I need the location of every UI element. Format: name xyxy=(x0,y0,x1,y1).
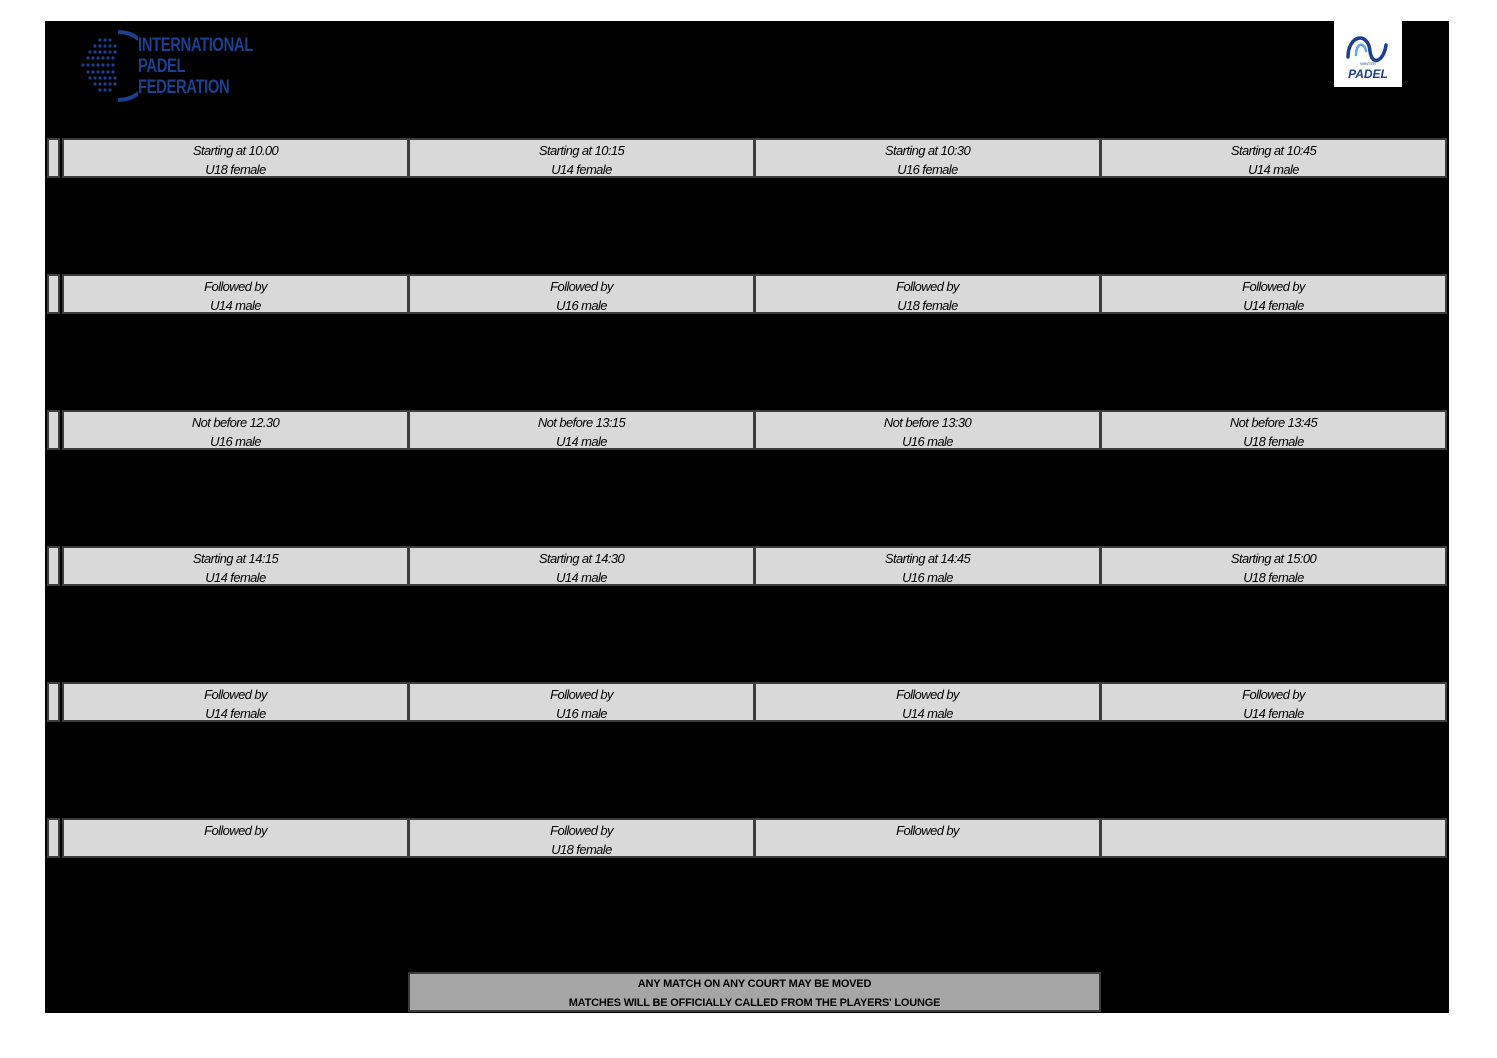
slot-category xyxy=(756,840,1099,859)
slot-time: Starting at 10:15 xyxy=(538,143,625,158)
slot-time: Followed by xyxy=(550,823,613,838)
slot-time: Starting at 14:15 xyxy=(192,551,279,566)
slot-category: U16 male xyxy=(902,434,953,449)
schedule-slot xyxy=(1100,546,1447,586)
ipf-wordmark-line: INTERNATIONAL xyxy=(138,35,253,56)
row-marker xyxy=(47,274,60,314)
schedule-slot xyxy=(754,818,1101,858)
schedule-slot xyxy=(62,546,409,586)
slot-category: U18 female xyxy=(897,298,958,313)
schedule-row xyxy=(47,682,1447,722)
slot-time xyxy=(1102,821,1445,840)
padel-logo-text: PADEL xyxy=(1348,67,1388,81)
notice-box xyxy=(408,972,1101,1012)
schedule-slot xyxy=(1100,410,1447,450)
slot-category: U14 female xyxy=(205,706,266,721)
schedule-row xyxy=(47,546,1447,586)
slot-category: U14 male xyxy=(210,298,261,313)
slot-category: U14 female xyxy=(1243,298,1304,313)
schedule-slot xyxy=(408,274,755,314)
notice-line: ANY MATCH ON ANY COURT MAY BE MOVED xyxy=(637,978,872,990)
slot-category: U16 male xyxy=(556,298,607,313)
slot-time: Followed by xyxy=(896,687,959,702)
schedule-slot xyxy=(62,682,409,722)
schedule-slot xyxy=(1100,274,1447,314)
schedule-slot xyxy=(754,138,1101,178)
slot-category: U14 female xyxy=(551,162,612,177)
slot-category xyxy=(64,840,407,859)
slot-time: Followed by xyxy=(896,823,959,838)
slot-time: Starting at 10.00 xyxy=(192,143,279,158)
notice-line: MATCHES WILL BE OFFICIALLY CALLED FROM THE PLAYERS' LOUNGE xyxy=(568,997,941,1009)
schedule-slot xyxy=(408,410,755,450)
slot-time: Starting at 14:30 xyxy=(538,551,625,566)
slot-time: Starting at 10:30 xyxy=(884,143,971,158)
row-marker xyxy=(47,546,60,586)
slot-time: Followed by xyxy=(550,279,613,294)
ipf-logo xyxy=(78,28,268,104)
row-marker xyxy=(47,682,60,722)
schedule-slot xyxy=(754,410,1101,450)
slot-category: U18 female xyxy=(205,162,266,177)
schedule-row xyxy=(47,410,1447,450)
slot-time: Starting at 15:00 xyxy=(1230,551,1317,566)
slot-time: Followed by xyxy=(896,279,959,294)
schedule-slot xyxy=(754,274,1101,314)
padel-logo xyxy=(1334,21,1402,87)
slot-category: U18 female xyxy=(1243,434,1304,449)
slot-time: Starting at 14:45 xyxy=(884,551,971,566)
schedule-slot xyxy=(62,138,409,178)
row-marker xyxy=(47,410,60,450)
ipf-globe-icon xyxy=(78,28,138,104)
slot-time: Followed by xyxy=(550,687,613,702)
schedule-slot xyxy=(408,138,755,178)
slot-time: Followed by xyxy=(1242,687,1305,702)
schedule-row xyxy=(47,138,1447,178)
slot-category: U18 female xyxy=(551,842,612,857)
slot-time: Not before 12.30 xyxy=(191,415,280,430)
slot-category: U14 male xyxy=(556,570,607,585)
slot-time: Followed by xyxy=(1242,279,1305,294)
slot-category: U14 male xyxy=(556,434,607,449)
slot-time: Followed by xyxy=(204,279,267,294)
slot-category: U14 male xyxy=(902,706,953,721)
schedule-row xyxy=(47,274,1447,314)
slot-category: U16 male xyxy=(210,434,261,449)
slot-category xyxy=(1102,840,1445,859)
slot-time: Starting at 10:45 xyxy=(1230,143,1317,158)
schedule-slot xyxy=(408,682,755,722)
schedule-slot xyxy=(62,410,409,450)
slot-category: U14 male xyxy=(1248,162,1299,177)
row-marker xyxy=(47,818,60,858)
padel-wave-icon xyxy=(1334,21,1402,87)
schedule-slot xyxy=(62,818,409,858)
schedule-slot xyxy=(1100,138,1447,178)
slot-time: Not before 13:30 xyxy=(883,415,972,430)
schedule-slot xyxy=(62,274,409,314)
slot-category: U16 male xyxy=(556,706,607,721)
slot-category: U14 female xyxy=(205,570,266,585)
slot-time: Followed by xyxy=(204,687,267,702)
ipf-wordmark xyxy=(138,35,253,98)
slot-category: U18 female xyxy=(1243,570,1304,585)
schedule-slot xyxy=(408,546,755,586)
slot-time: Not before 13:15 xyxy=(537,415,626,430)
row-marker xyxy=(47,138,60,178)
schedule-slot xyxy=(408,818,755,858)
padel-logo-small-text: WINTER xyxy=(1360,61,1376,66)
schedule-slot xyxy=(754,682,1101,722)
slot-category: U14 female xyxy=(1243,706,1304,721)
schedule-slot xyxy=(1100,682,1447,722)
schedule-slot xyxy=(754,546,1101,586)
schedule-row xyxy=(47,818,1447,858)
slot-time: Followed by xyxy=(204,823,267,838)
schedule-slot xyxy=(1100,818,1447,858)
slot-category: U16 male xyxy=(902,570,953,585)
ipf-wordmark-line: FEDERATION xyxy=(138,77,230,98)
slot-category: U16 female xyxy=(897,162,958,177)
slot-time: Not before 13:45 xyxy=(1229,415,1318,430)
ipf-wordmark-line: PADEL xyxy=(138,56,186,77)
